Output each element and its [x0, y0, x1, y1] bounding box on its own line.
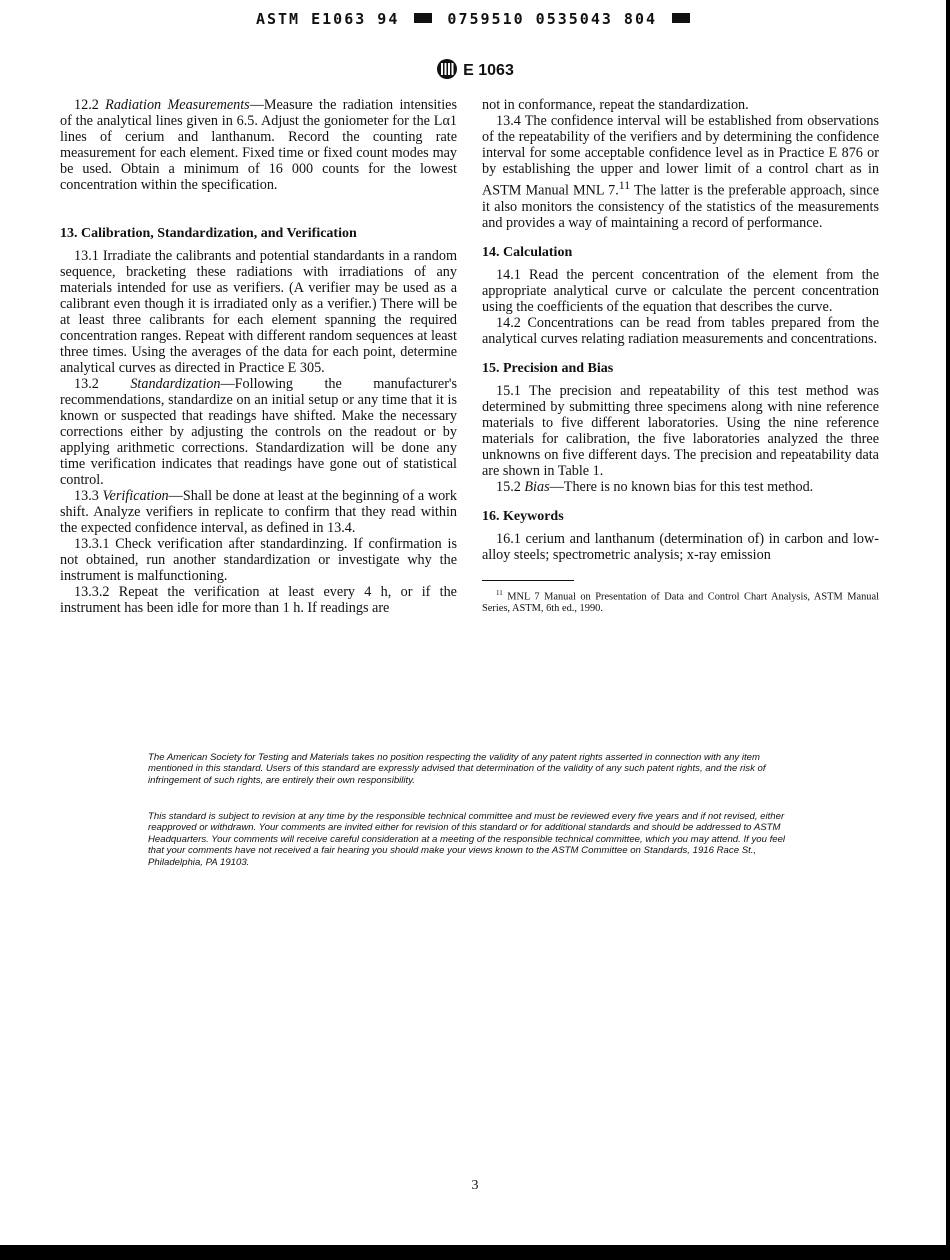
- black-block-mark: [672, 13, 690, 23]
- section-15-heading: 15. Precision and Bias: [482, 360, 614, 376]
- section-15-2: 15.2 Bias—There is no known bias for this test method.: [496, 478, 814, 495]
- section-16-heading: 16. Keywords: [482, 508, 564, 524]
- section-12-2: 12.2 Radiation Measurements—Measure the radiation intensities of the analytical lines given in 6.5. Adjust the goniometer for the Lα1 lines of cerium and lanthanum. Record the counting rate measurement for each element. Fixed time or fixed count modes may be used. Obtain a minimum of 16 000 counts for the lowest concentration within the specification.: [60, 97, 458, 193]
- section-15-1: 15.1 The precision and repeatability of this test method was determined by submitting three specimens along with nine reference materials to five different laboratories. Using the nine reference materials for calibration, the five laboratories analyzed the three unknowns on five different days. The precision and repeatability data are shown in Table 1.: [482, 382, 879, 479]
- section-14-heading: 14. Calculation: [482, 244, 573, 260]
- scan-bottom-border: [0, 1245, 950, 1260]
- revision-notice: This standard is subject to revision at any time by the responsible technical committee and must be reviewed every five years and if not revised, either reapproved or withdrawn. Your comments are invited either for revision of this standard or for additional standards and should be addressed to ASTM Headquarters. Your comments will receive careful consideration at a meeting of the responsible technical committee, which you may attend. If you feel that your comments have not received a fair hearing you should make your views known to the ASTM Committee on Standards, 1916 Race St., Philadelphia, PA 19103.: [148, 811, 786, 868]
- document-code-line: [0, 10, 950, 28]
- astm-logo-icon: [436, 58, 458, 80]
- footnote-divider: [482, 580, 574, 581]
- section-14-1: 14.1 Read the percent concentration of the element from the appropriate analytical curve or calculate the percent concentration using the coefficients of the equation that describes the curve.: [482, 266, 879, 315]
- right-column: [482, 97, 879, 615]
- left-column: [60, 97, 457, 616]
- section-13-3-2: 13.3.2 Repeat the verification at least every 4 h, or if the instrument has been idle for more than 1 h. If readings are: [60, 584, 457, 616]
- page-header: [0, 58, 950, 80]
- document-code-part1: ASTM E1063 94: [255, 10, 400, 28]
- section-14-2: 14.2 Concentrations can be read from tables prepared from the analytical curves relating radiation measurements and concentrations.: [482, 314, 879, 347]
- scan-right-border: [946, 0, 950, 1260]
- section-13-2: 13.2 Standardization—Following the manufacturer's recommendations, standardize on an initial setup or any time that it is known or suspected that readings have shifted. Make the necessary corrections either by adjusting the controls on the readout or by applying arithmetic corrections. Standardization will be done any time verification indicates that readings have gone out of statistical control.: [60, 376, 458, 488]
- designation-title: E 1063: [463, 62, 514, 79]
- section-16-1: 16.1 cerium and lanthanum (determination of) in carbon and low-alloy steels; spectrometric analysis; x-ray emission: [482, 530, 879, 563]
- page-number: 3: [471, 1178, 479, 1193]
- section-13-3-1: 13.3.1 Check verification after standardinzing. If confirmation is not obtained, run another standardization or investigate why the instrument is malfunctioning.: [60, 536, 457, 584]
- section-13-3: 13.3 Verification—Shall be done at least at the beginning of a work shift. Analyze verifiers in replicate to confirm that they read within the expected confidence interval, as defined in 13.4.: [60, 488, 457, 536]
- document-code-part2: 0759510 0535043 804: [447, 10, 658, 28]
- black-block-mark: [414, 13, 432, 23]
- patent-notice: The American Society for Testing and Materials takes no position respecting the validity of any patent rights asserted in connection with any item mentioned in this standard. Users of this standard are expressly advised that determination of the validity of any such patent rights, and the risk of infringement of such rights, are entirely their own responsibility.: [148, 752, 766, 786]
- section-13-3-2-continuation: not in conformance, repeat the standardization.: [482, 97, 749, 113]
- footnote-11: $^{11}$ MNL 7 Manual on Presentation of Data and Control Chart Analysis, ASTM Manual Series, ASTM, 6th ed., 1990.: [482, 588, 879, 615]
- footnote-ref: 11: [618, 178, 631, 192]
- section-13-heading: 13. Calibration, Standardization, and Verification: [60, 226, 357, 241]
- section-13-4: 13.4 The confidence interval will be established from observations of the repeatability of the verifiers and by determining the confidence interval for some acceptable confidence level as in Practice E 876 or by establishing the upper and lower limit of a control chart as in ASTM Manual MNL 7.11 The latter is the preferable approach, since it also monitors the consistency of the statistics of the measurements and provides a way of maintaining a record of performance.: [482, 113, 879, 231]
- section-13-1: 13.1 Irradiate the calibrants and potential standardants in a random sequence, bracketing these radiations with irradiations of any materials intended for use as verifiers. (A verifier may be used as a calibrant even though it is irradiated only as a verifier.) There will be at least three calibrants for each element spanning the required concentration ranges. Repeat with different random sequences at least three times. Using the averages of the data for each point, determine analytical curves as directed in Practice E 305.: [60, 248, 457, 376]
